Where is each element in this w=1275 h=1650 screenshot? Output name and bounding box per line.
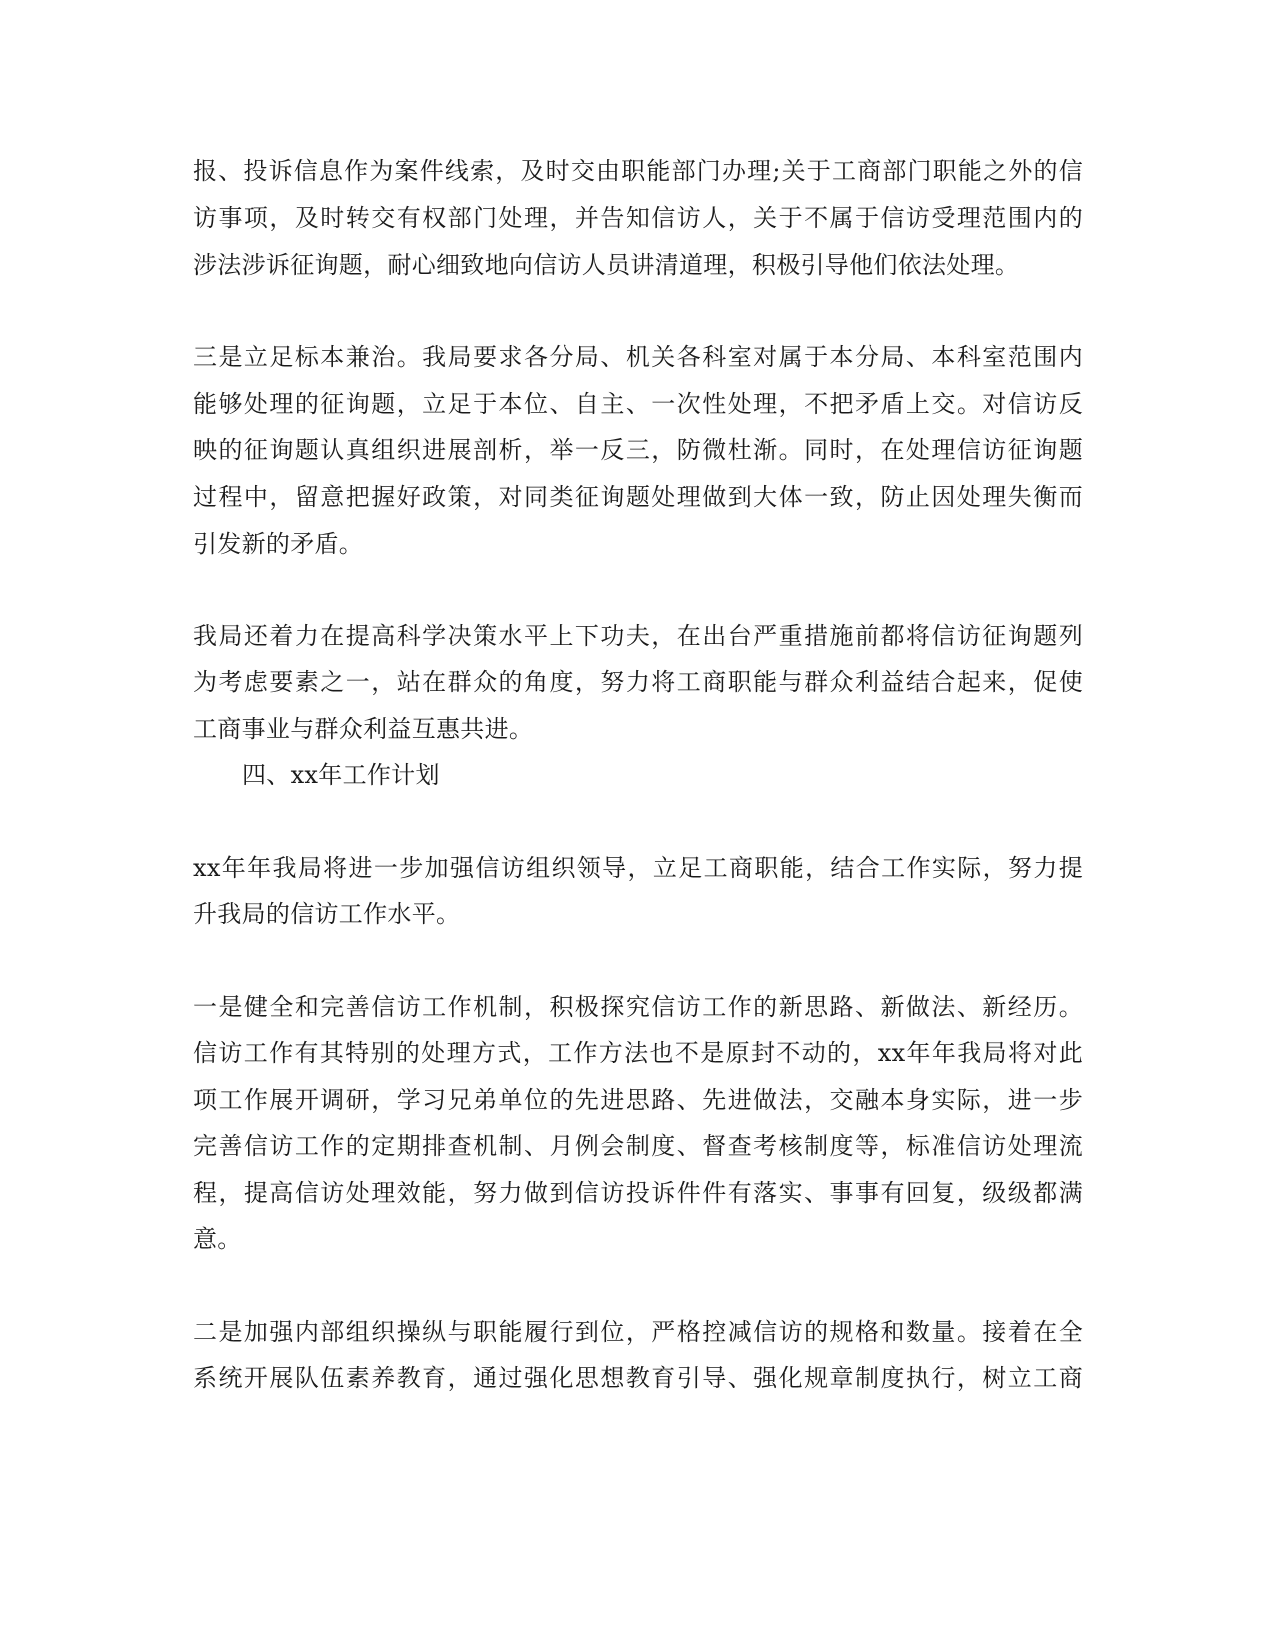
paragraph-line: 报、投诉信息作为案件线索，及时交由职能部门办理;关于工商部门职能之外的信	[193, 157, 1083, 185]
paragraph-line: 涉法涉诉征询题，耐心细致地向信访人员讲清道理，积极引导他们依法处理。	[193, 251, 1020, 279]
section-heading: 四、xx年工作计划	[242, 761, 440, 789]
paragraph-line: 二是加强内部组织操纵与职能履行到位，严格控减信访的规格和数量。接着在全	[193, 1318, 1083, 1346]
paragraph-line: 信访工作有其特别的处理方式，工作方法也不是原封不动的，xx年年我局将对此	[193, 1039, 1083, 1067]
paragraph-line: 程，提高信访处理效能，努力做到信访投诉件件有落实、事事有回复，级级都满	[193, 1179, 1083, 1207]
paragraph-line: 引发新的矛盾。	[193, 530, 364, 558]
paragraph-line: 工商事业与群众利益互惠共进。	[193, 715, 534, 743]
paragraph-line: 系统开展队伍素养教育，通过强化思想教育引导、强化规章制度执行，树立工商	[193, 1364, 1083, 1392]
paragraph-line: 过程中，留意把握好政策，对同类征询题处理做到大体一致，防止因处理失衡而	[193, 483, 1083, 511]
paragraph-line: 为考虑要素之一，站在群众的角度，努力将工商职能与群众利益结合起来，促使	[193, 668, 1083, 696]
paragraph-line: 升我局的信访工作水平。	[193, 900, 461, 928]
paragraph-line: 能够处理的征询题，立足于本位、自主、一次性处理，不把矛盾上交。对信访反	[193, 390, 1083, 418]
paragraph-line: 一是健全和完善信访工作机制，积极探究信访工作的新思路、新做法、新经历。	[193, 993, 1083, 1021]
paragraph-line: 访事项，及时转交有权部门处理，并告知信访人，关于不属于信访受理范围内的	[193, 204, 1083, 232]
paragraph-line: xx年年我局将进一步加强信访组织领导，立足工商职能，结合工作实际，努力提	[193, 854, 1083, 882]
paragraph-line: 我局还着力在提高科学决策水平上下功夫，在出台严重措施前都将信访征询题列	[193, 622, 1083, 650]
paragraph-line: 项工作展开调研，学习兄弟单位的先进思路、先进做法，交融本身实际，进一步	[193, 1086, 1083, 1114]
paragraph-line: 意。	[193, 1225, 242, 1253]
paragraph-line: 映的征询题认真组织进展剖析，举一反三，防微杜渐。同时，在处理信访征询题	[193, 436, 1083, 464]
paragraph-line: 三是立足标本兼治。我局要求各分局、机关各科室对属于本分局、本科室范围内	[193, 343, 1083, 371]
paragraph-line: 完善信访工作的定期排查机制、月例会制度、督查考核制度等，标准信访处理流	[193, 1132, 1083, 1160]
